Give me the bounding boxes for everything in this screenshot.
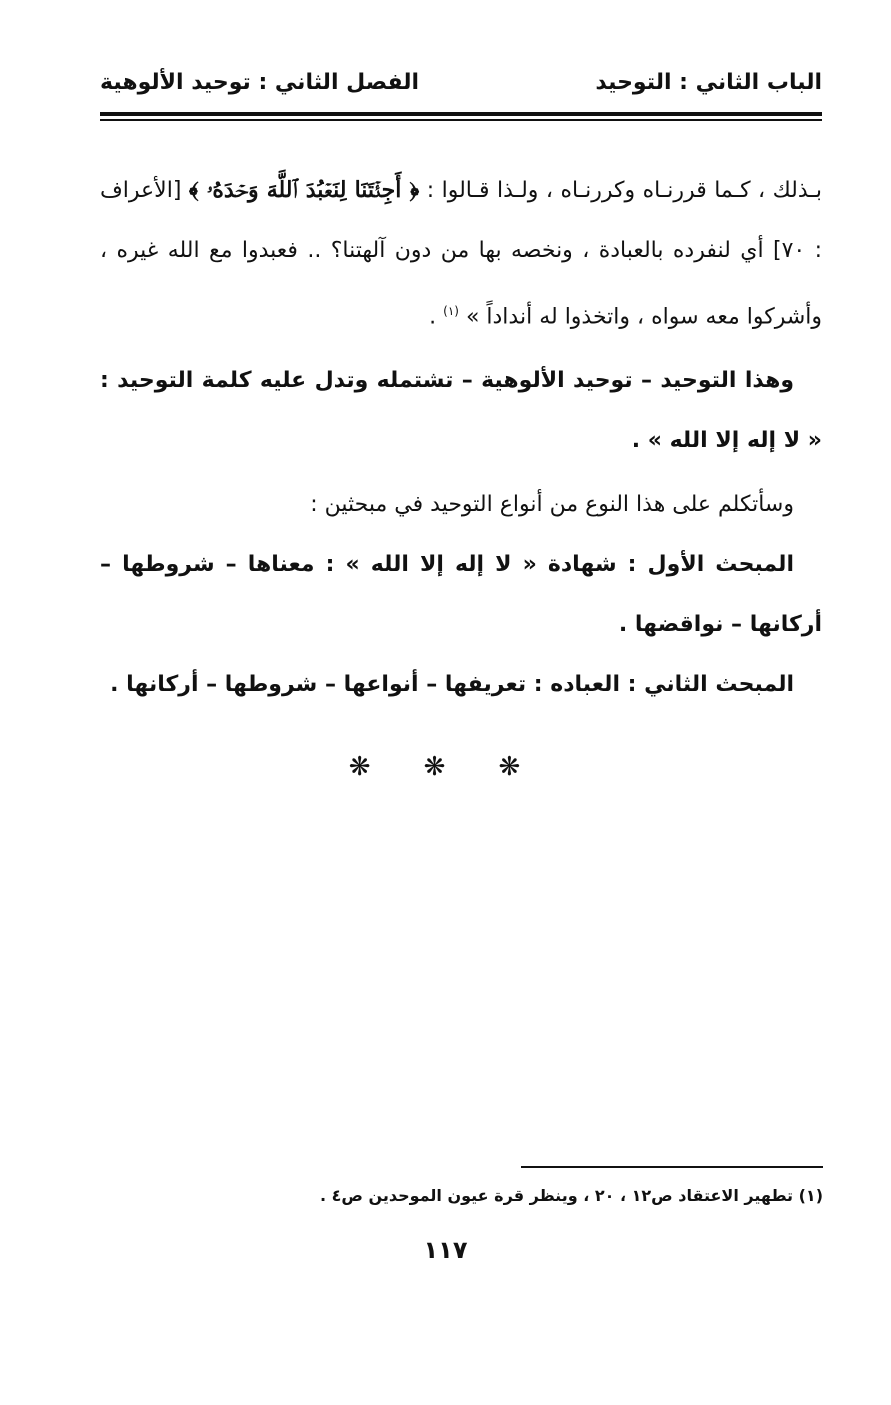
footnote: (١) تطهير الاعتقاد ص١٢ ، ٢٠ ، وينظر قرة عيون الموحدين ص٤ . [319,1186,823,1205]
footnote-marker[interactable]: (١) [443,304,459,318]
running-header [100,62,822,102]
header-rule-thick [100,112,822,116]
paragraph-1-text-a: بـذلك ، كـما قررنـاه وكررنـاه ، ولـذا قـالوا : [419,178,822,203]
paragraph-1-end: . [429,304,444,330]
page-number: ١١٧ [423,1236,468,1264]
header-chapter-title: الباب الثاني : التوحيد [595,69,822,95]
main-text [100,160,822,715]
footnote-rule [521,1166,823,1168]
header-rule-thin [100,119,822,121]
header-section-title: الفصل الثاني : توحيد الألوهية [100,69,420,95]
section-separator: ❋ ❋ ❋ [348,752,543,782]
quran-verse: ﴿ أَجِئۡتَنَا لِنَعۡبُدَ ٱللَّهَ وَحۡدَهُۥ ﴾ [188,177,420,203]
paragraph-3: وسأتكلم على هذا النوع من أنواع التوحيد في مبحثين : [310,492,794,518]
paragraph-2: وهذا التوحيد – توحيد الألوهية – تشتمله وتدل عليه كلمة التوحيد : « لا إله إلا الله » . [100,368,822,454]
paragraph-1-text-b: [الأعراف : ٧٠] أي لنفرده بالعبادة ، ونخصه بها من دون آلهتنا؟ .. فعبدوا مع الله غيره ، وأشركوا معه سواه ، واتخذوا له أنداداً » [100,178,823,330]
paragraph-5: المبحث الثاني : العباده : تعريفها – أنواعها – شروطها – أركانها . [110,672,794,698]
paragraph-4: المبحث الأول : شهادة « لا إله إلا الله » : معناها – شروطها – أركانها – نواقضها . [100,552,822,638]
paragraph-1 [100,160,822,347]
